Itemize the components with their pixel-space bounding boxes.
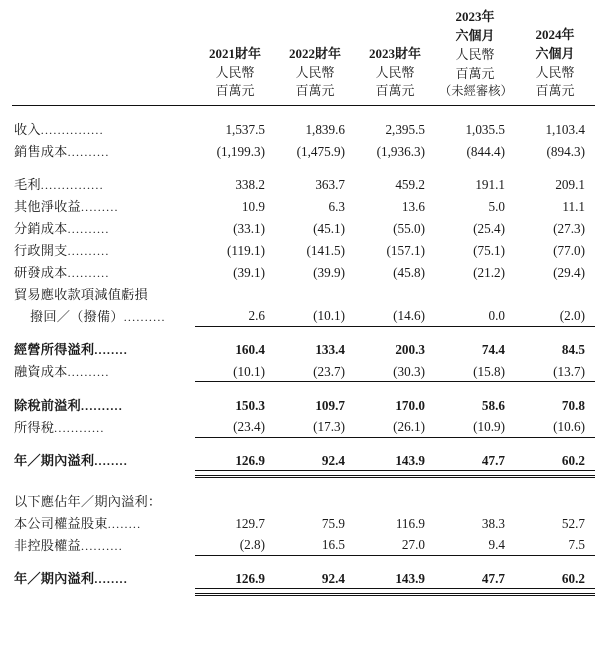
cell-finance-costs-2023h: (15.8) xyxy=(473,363,505,379)
row-label-profit-for-period-total: 年／期內溢利........ xyxy=(14,571,128,587)
row-label-profit-before-tax: 除稅前溢利.......... xyxy=(14,397,123,413)
cell-gross-profit-2023: 459.2 xyxy=(395,176,425,192)
header-currency-2021: 人民幣 xyxy=(215,64,255,80)
table-row xyxy=(12,238,595,260)
cell-equity-holders-2022: 75.9 xyxy=(321,515,345,531)
leader-dots: .......... xyxy=(80,538,123,553)
cell-income-tax-2023h: (10.9) xyxy=(473,419,505,435)
header-currency-2024-interim: 人民幣 xyxy=(535,64,575,80)
cell-income-tax-2023: (26.1) xyxy=(393,419,425,435)
cell-rnd-costs-2022: (39.9) xyxy=(313,264,345,280)
cell-impairment-2023: (14.6) xyxy=(393,308,425,324)
cell-finance-costs-2024h: (13.7) xyxy=(553,363,585,379)
header-currency-2023: 人民幣 xyxy=(375,64,415,80)
header-unit-2024-interim: 百萬元 xyxy=(535,83,575,99)
cell-operating-profit-2021: 160.4 xyxy=(235,342,265,358)
cell-profit-for-period-2021: 126.9 xyxy=(235,452,265,468)
leader-dots: ............... xyxy=(40,122,104,137)
table-row xyxy=(12,567,595,589)
cell-impairment-2021: 2.6 xyxy=(248,308,265,324)
spacer xyxy=(12,106,595,118)
header-col-2022 xyxy=(275,8,355,106)
cell-cost-of-sales-2023: (1,936.3) xyxy=(376,143,425,159)
row-label-equity-holders: 本公司權益股東........ xyxy=(14,515,142,531)
leader-dots: .......... xyxy=(67,221,110,236)
cell-finance-costs-2023: (30.3) xyxy=(393,363,425,379)
table-row xyxy=(12,304,595,326)
leader-dots: .......... xyxy=(67,265,110,280)
cell-non-controlling-2023h: 9.4 xyxy=(488,537,505,553)
cell-non-controlling-2021: (2.8) xyxy=(239,537,265,553)
leader-dots: .......... xyxy=(67,365,110,380)
cell-profit-before-tax-2023: 170.0 xyxy=(395,397,425,413)
cell-admin-expenses-2023: (157.1) xyxy=(386,242,425,258)
header-period-2021: 2021財年 xyxy=(208,45,261,61)
table-row xyxy=(12,393,595,415)
leader-dots: ........ xyxy=(94,572,128,587)
leader-dots: ............... xyxy=(40,177,104,192)
header-blank-cell xyxy=(12,8,195,106)
header-unit-2021: 百萬元 xyxy=(215,83,255,99)
row-label-other-net-income: 其他淨收益......... xyxy=(14,198,119,214)
table-row xyxy=(12,360,595,382)
cell-admin-expenses-2024h: (77.0) xyxy=(553,242,585,258)
header-unit-2022: 百萬元 xyxy=(295,83,335,99)
cell-distribution-costs-2021: (33.1) xyxy=(233,220,265,236)
row-label-rnd-costs: 研發成本.......... xyxy=(14,264,110,280)
row-label-distribution-costs: 分銷成本.......... xyxy=(14,220,110,236)
cell-other-net-income-2024h: 11.1 xyxy=(562,198,585,214)
header-year-2023-interim: 2023年 xyxy=(455,9,495,24)
spacer xyxy=(12,589,595,595)
header-col-2023-interim xyxy=(435,8,515,106)
cell-revenue-2023: 2,395.5 xyxy=(385,121,425,137)
cell-admin-expenses-2022: (141.5) xyxy=(306,242,345,258)
cell-revenue-2023h: 1,035.5 xyxy=(465,121,505,137)
header-months-2024-interim: 六個月 xyxy=(535,45,575,61)
row-label-income-tax: 所得稅............ xyxy=(14,419,105,435)
leader-dots: ............ xyxy=(54,420,105,435)
cell-profit-total-2023: 143.9 xyxy=(395,570,425,586)
spacer xyxy=(12,331,595,338)
cell-equity-holders-2023h: 38.3 xyxy=(481,515,505,531)
row-label-finance-costs: 融資成本.......... xyxy=(14,364,110,380)
cell-distribution-costs-2024h: (27.3) xyxy=(553,220,585,236)
cell-admin-expenses-2023h: (75.1) xyxy=(473,242,505,258)
cell-equity-holders-2021: 129.7 xyxy=(235,515,265,531)
row-label-revenue: 收入............... xyxy=(14,121,104,137)
table-row xyxy=(12,216,595,238)
cell-impairment-2023h: 0.0 xyxy=(488,308,505,324)
table-row xyxy=(12,415,595,437)
cell-other-net-income-2021: 10.9 xyxy=(241,198,265,214)
cell-cost-of-sales-2021: (1,199.3) xyxy=(216,143,265,159)
cell-finance-costs-2021: (10.1) xyxy=(233,363,265,379)
cell-profit-before-tax-2024h: 70.8 xyxy=(561,397,585,413)
cell-profit-for-period-2023: 143.9 xyxy=(395,452,425,468)
cell-impairment-2024h: (2.0) xyxy=(559,308,585,324)
cell-equity-holders-2023: 116.9 xyxy=(395,515,425,531)
row-label-cost-of-sales: 銷售成本.......... xyxy=(14,143,110,159)
cell-rnd-costs-2024h: (29.4) xyxy=(553,264,585,280)
cell-non-controlling-2022: 16.5 xyxy=(321,537,345,553)
cell-non-controlling-2024h: 7.5 xyxy=(568,537,585,553)
cell-profit-before-tax-2022: 109.7 xyxy=(315,397,345,413)
cell-income-tax-2021: (23.4) xyxy=(233,419,265,435)
header-unaudited-note: （未經審核） xyxy=(439,84,513,99)
cell-distribution-costs-2023h: (25.4) xyxy=(473,220,505,236)
spacer xyxy=(12,386,595,393)
leader-dots: ........ xyxy=(94,343,128,358)
cell-impairment-2022: (10.1) xyxy=(313,308,345,324)
cell-profit-before-tax-2023h: 58.6 xyxy=(481,397,505,413)
cell-gross-profit-2022: 363.7 xyxy=(315,176,345,192)
table-row xyxy=(12,172,595,194)
header-currency-2023-interim: 人民幣 xyxy=(455,46,495,62)
table-row xyxy=(12,117,595,139)
row-label-gross-profit: 毛利............... xyxy=(14,176,104,192)
cell-revenue-2022: 1,839.6 xyxy=(305,121,345,137)
header-currency-2022: 人民幣 xyxy=(295,64,335,80)
cell-finance-costs-2022: (23.7) xyxy=(313,363,345,379)
table-row xyxy=(12,511,595,533)
table-row xyxy=(12,194,595,216)
cell-cost-of-sales-2023h: (844.4) xyxy=(466,143,505,159)
cell-admin-expenses-2021: (119.1) xyxy=(227,242,265,258)
table-row xyxy=(12,338,595,360)
cell-other-net-income-2023h: 5.0 xyxy=(488,198,505,214)
row-label-non-controlling: 非控股權益.......... xyxy=(14,537,123,553)
cell-income-tax-2022: (17.3) xyxy=(313,419,345,435)
cell-distribution-costs-2022: (45.1) xyxy=(313,220,345,236)
cell-rnd-costs-2023h: (21.2) xyxy=(473,264,505,280)
cell-equity-holders-2024h: 52.7 xyxy=(561,515,585,531)
header-col-2024-interim xyxy=(515,8,595,106)
cell-profit-before-tax-2021: 150.3 xyxy=(235,397,265,413)
header-period-2023: 2023財年 xyxy=(368,45,421,61)
cell-profit-total-2024h: 60.2 xyxy=(561,570,585,586)
row-label-impairment-line2: 撥回／（撥備）.......... xyxy=(30,308,166,324)
table-row xyxy=(12,489,595,511)
row-label-profit-for-period: 年／期內溢利........ xyxy=(14,453,128,469)
leader-dots: ........ xyxy=(94,454,128,469)
income-statement-table xyxy=(12,8,595,596)
leader-dots: .......... xyxy=(67,144,110,159)
cell-gross-profit-2021: 338.2 xyxy=(235,176,265,192)
header-col-2021 xyxy=(195,8,275,106)
cell-cost-of-sales-2022: (1,475.9) xyxy=(296,143,345,159)
cell-operating-profit-2022: 133.4 xyxy=(315,342,345,358)
cell-profit-for-period-2023h: 47.7 xyxy=(481,452,505,468)
leader-dots: .......... xyxy=(80,398,123,413)
header-months-2023-interim: 六個月 xyxy=(455,27,495,43)
cell-other-net-income-2022: 6.3 xyxy=(328,198,345,214)
cell-revenue-2021: 1,537.5 xyxy=(225,121,265,137)
table-row xyxy=(12,449,595,471)
row-label-admin-expenses: 行政開支.......... xyxy=(14,242,110,258)
row-label-impairment-line1: 貿易應收款項減值虧損 xyxy=(14,286,148,302)
cell-rnd-costs-2021: (39.1) xyxy=(233,264,265,280)
table-row xyxy=(12,260,595,282)
cell-profit-for-period-2022: 92.4 xyxy=(321,452,345,468)
spacer xyxy=(12,442,595,449)
table-row xyxy=(12,139,595,161)
leader-dots: ......... xyxy=(80,199,119,214)
header-unit-2023: 百萬元 xyxy=(375,83,415,99)
cell-profit-total-2022: 92.4 xyxy=(321,570,345,586)
cell-other-net-income-2023: 13.6 xyxy=(401,198,425,214)
cell-income-tax-2024h: (10.6) xyxy=(553,419,585,435)
header-period-2022: 2022財年 xyxy=(288,45,341,61)
cell-non-controlling-2023: 27.0 xyxy=(401,537,425,553)
cell-profit-total-2023h: 47.7 xyxy=(481,570,505,586)
table-row xyxy=(12,282,595,304)
spacer xyxy=(12,560,595,567)
cell-operating-profit-2023h: 74.4 xyxy=(481,342,505,358)
spacer xyxy=(12,161,595,172)
table-row xyxy=(12,533,595,555)
leader-dots: .......... xyxy=(67,243,110,258)
cell-distribution-costs-2023: (55.0) xyxy=(393,220,425,236)
cell-cost-of-sales-2024h: (894.3) xyxy=(546,143,585,159)
header-col-2023 xyxy=(355,8,435,106)
cell-profit-total-2021: 126.9 xyxy=(235,570,265,586)
cell-operating-profit-2023: 200.3 xyxy=(395,342,425,358)
cell-revenue-2024h: 1,103.4 xyxy=(545,121,585,137)
row-label-operating-profit: 經營所得溢利........ xyxy=(14,342,128,358)
table-header-row xyxy=(12,8,595,106)
cell-rnd-costs-2023: (45.8) xyxy=(393,264,425,280)
cell-gross-profit-2023h: 191.1 xyxy=(475,176,505,192)
leader-dots: ........ xyxy=(107,516,142,531)
header-unit-2023-interim: 百萬元 xyxy=(455,65,495,81)
leader-dots: .......... xyxy=(123,309,166,324)
row-label-attributable-heading: 以下應佔年／期內溢利： xyxy=(14,493,162,509)
cell-profit-for-period-2024h: 60.2 xyxy=(561,452,585,468)
cell-gross-profit-2024h: 209.1 xyxy=(555,176,585,192)
header-year-2024-interim: 2024年 xyxy=(535,26,575,42)
spacer xyxy=(12,477,595,490)
cell-operating-profit-2024h: 84.5 xyxy=(561,342,585,358)
